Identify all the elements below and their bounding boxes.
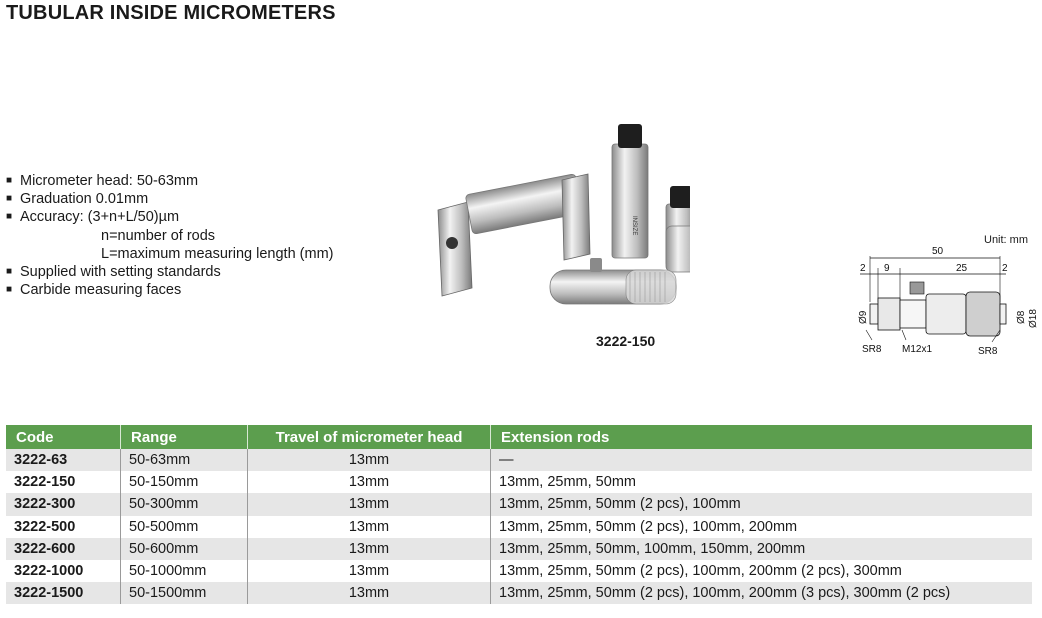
feature-item: ■ Accuracy: (3+n+L/50)µm xyxy=(6,209,180,226)
col-rods: Extension rods xyxy=(491,425,1033,449)
feature-item: ■ Supplied with setting standards xyxy=(6,264,221,281)
dim-left: 2 xyxy=(860,263,866,274)
bullet-icon: ■ xyxy=(6,175,13,186)
product-photo xyxy=(430,118,690,333)
dim-total: 50 xyxy=(932,246,944,257)
unit-label: Unit: mm xyxy=(984,234,1028,246)
sr-left: SR8 xyxy=(862,344,882,355)
feature-subitem: n=number of rods xyxy=(101,227,216,244)
photo-caption: 3222-150 xyxy=(596,333,656,349)
table-row: 3222-63 50-63mm 13mm — xyxy=(6,449,1032,471)
feature-list xyxy=(6,172,333,299)
col-code: Code xyxy=(6,425,121,449)
bullet-icon: ■ xyxy=(6,193,13,205)
dia-9: Ø9 xyxy=(858,310,869,324)
feature-item: ■ Graduation 0.01mm xyxy=(6,191,149,208)
col-range: Range xyxy=(121,425,248,449)
page-title: TUBULAR INSIDE MICROMETERS xyxy=(6,2,336,24)
table-row: 3222-1500 50-1500mm 13mm 13mm, 25mm, 50mm (2 pcs), 100mm, 200mm (3 pcs), 300mm (2 pcs) xyxy=(6,582,1032,604)
spec-table xyxy=(6,425,1032,604)
table-row: 3222-150 50-150mm 13mm 13mm, 25mm, 50mm xyxy=(6,471,1032,493)
feature-item: ■ Carbide measuring faces xyxy=(6,282,182,299)
dim-right: 2 xyxy=(1002,263,1008,274)
col-travel: Travel of micrometer head xyxy=(248,425,491,449)
table-row: 3222-1000 50-1000mm 13mm 13mm, 25mm, 50mm (2 pcs), 100mm, 200mm (2 pcs), 300mm xyxy=(6,560,1032,582)
feature-subitem: L=maximum measuring length (mm) xyxy=(101,245,334,262)
dim-25: 25 xyxy=(956,263,968,274)
thread-label: M12x1 xyxy=(902,344,933,355)
brand-label: INSIZE xyxy=(631,216,637,236)
table-row: 3222-500 50-500mm 13mm 13mm, 25mm, 50mm (2 pcs), 100mm, 200mm xyxy=(6,516,1032,538)
bullet-icon: ■ xyxy=(6,266,13,278)
feature-item: ■ Micrometer head: 50-63mm xyxy=(6,173,199,189)
table-row: 3222-300 50-300mm 13mm 13mm, 25mm, 50mm (2 pcs), 100mm xyxy=(6,493,1032,515)
dia-8: Ø8 xyxy=(1016,310,1027,324)
dimension-drawing xyxy=(840,232,1040,362)
dim-9: 9 xyxy=(884,263,890,274)
bullet-icon: ■ xyxy=(6,284,13,296)
table-row: 3222-600 50-600mm 13mm 13mm, 25mm, 50mm, 100mm, 150mm, 200mm xyxy=(6,538,1032,560)
dia-18: Ø18 xyxy=(1028,309,1039,328)
table-header-row xyxy=(6,425,1032,449)
sr-right: SR8 xyxy=(978,346,998,357)
bullet-icon: ■ xyxy=(6,211,13,223)
